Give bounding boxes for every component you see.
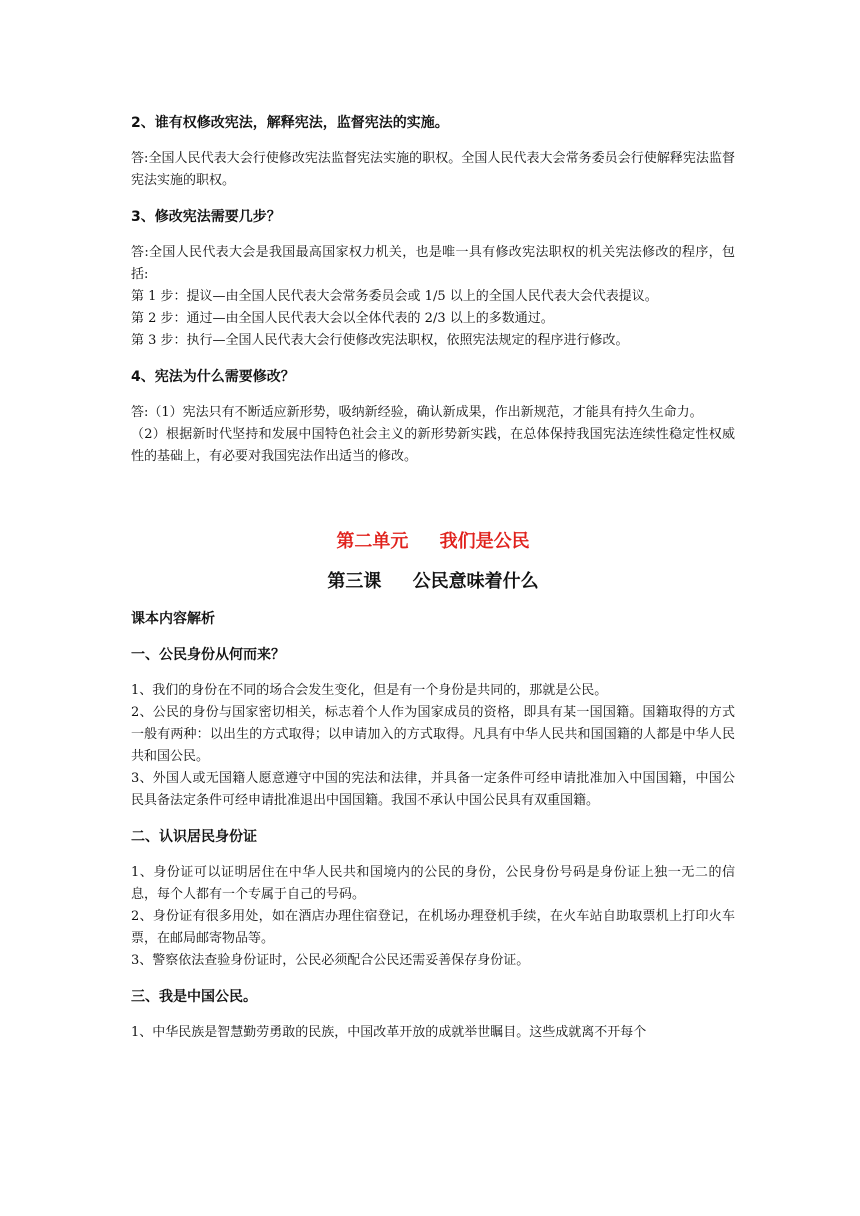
section-1-item-3: 3、外国人或无国籍人愿意遵守中国的宪法和法律，并具备一定条件可经申请批准加入中国国籍，中国公民具备法定条件可经申请批准退出中国国籍。我国不承认中国公民具有双重国籍。: [131, 771, 735, 808]
section-3-item-1: 1、中华民族是智慧勤劳勇敢的民族，中国改革开放的成就举世瞩目。这些成就离不开每个: [131, 1025, 647, 1040]
question-4-answer-1: 答:（1）宪法只有不断适应新形势，吸纳新经验，确认新成果，作出新规范，才能具有持久生命力。: [131, 405, 703, 420]
section-1-item-2: 2、公民的身份与国家密切相关，标志着个人作为国家成员的资格，即具有某一国国籍。国籍取得的方式一般有两种：以出生的方式取得；以申请加入的方式取得。凡具有中华人民共和国国籍的人都是中华人民共和国公民。: [131, 705, 735, 764]
section-3-heading: 三、我是中国公民。: [131, 989, 257, 1005]
question-4-answer-2: （2）根据新时代坚持和发展中国特色社会主义的新形势新实践，在总体保持我国宪法连续性稳定性权威性的基础上，有必要对我国宪法作出适当的修改。: [131, 427, 735, 464]
section-2-item-2: 2、身份证有很多用处，如在酒店办理住宿登记，在机场办理登机手续，在火车站自助取票机上打印火车票，在邮局邮寄物品等。: [131, 909, 735, 946]
section-2-item-3: 3、警察依法查验身份证时，公民必须配合公民还需妥善保存身份证。: [131, 953, 530, 968]
question-4-heading: 4、宪法为什么需要修改？: [131, 369, 295, 385]
question-2-heading: 2、谁有权修改宪法，解释宪法，监督宪法的实施。: [131, 115, 449, 131]
section-2-item-1: 1、身份证可以证明居住在中华人民共和国境内的公民的身份，公民身份号码是身份证上独一无二的信息，每个人都有一个专属于自己的号码。: [131, 865, 735, 902]
section-1-heading: 一、公民身份从何而来？: [131, 647, 285, 663]
unit-title: 第二单元 我们是公民: [336, 531, 530, 552]
section-1-item-1: 1、我们的身份在不同的场合会发生变化，但是有一个身份是共同的，那就是公民。: [131, 683, 608, 698]
question-3-step-2: 第 2 步：通过—由全国人民代表大会以全体代表的 2/3 以上的多数通过。: [131, 311, 554, 326]
question-2-answer: 答:全国人民代表大会行使修改宪法监督宪法实施的职权。全国人民代表大会常务委员会行使解释宪法监督宪法实施的职权。: [131, 151, 735, 188]
question-3-heading: 3、修改宪法需要几步？: [131, 209, 281, 225]
question-3-answer: 答:全国人民代表大会是我国最高国家权力机关，也是唯一具有修改宪法职权的机关宪法修改的程序，包括:: [131, 245, 735, 282]
question-3-step-1: 第 1 步：提议—由全国人民代表大会常务委员会或 1/5 以上的全国人民代表大会代表提议。: [131, 289, 658, 304]
question-3-step-3: 第 3 步：执行—全国人民代表大会行使修改宪法职权，依照宪法规定的程序进行修改。: [131, 333, 629, 348]
analysis-heading: 课本内容解析: [131, 611, 215, 627]
section-2-heading: 二、认识居民身份证: [131, 829, 257, 845]
document-page: [131, 112, 735, 1044]
lesson-title: 第三课 公民意味着什么: [327, 571, 539, 592]
